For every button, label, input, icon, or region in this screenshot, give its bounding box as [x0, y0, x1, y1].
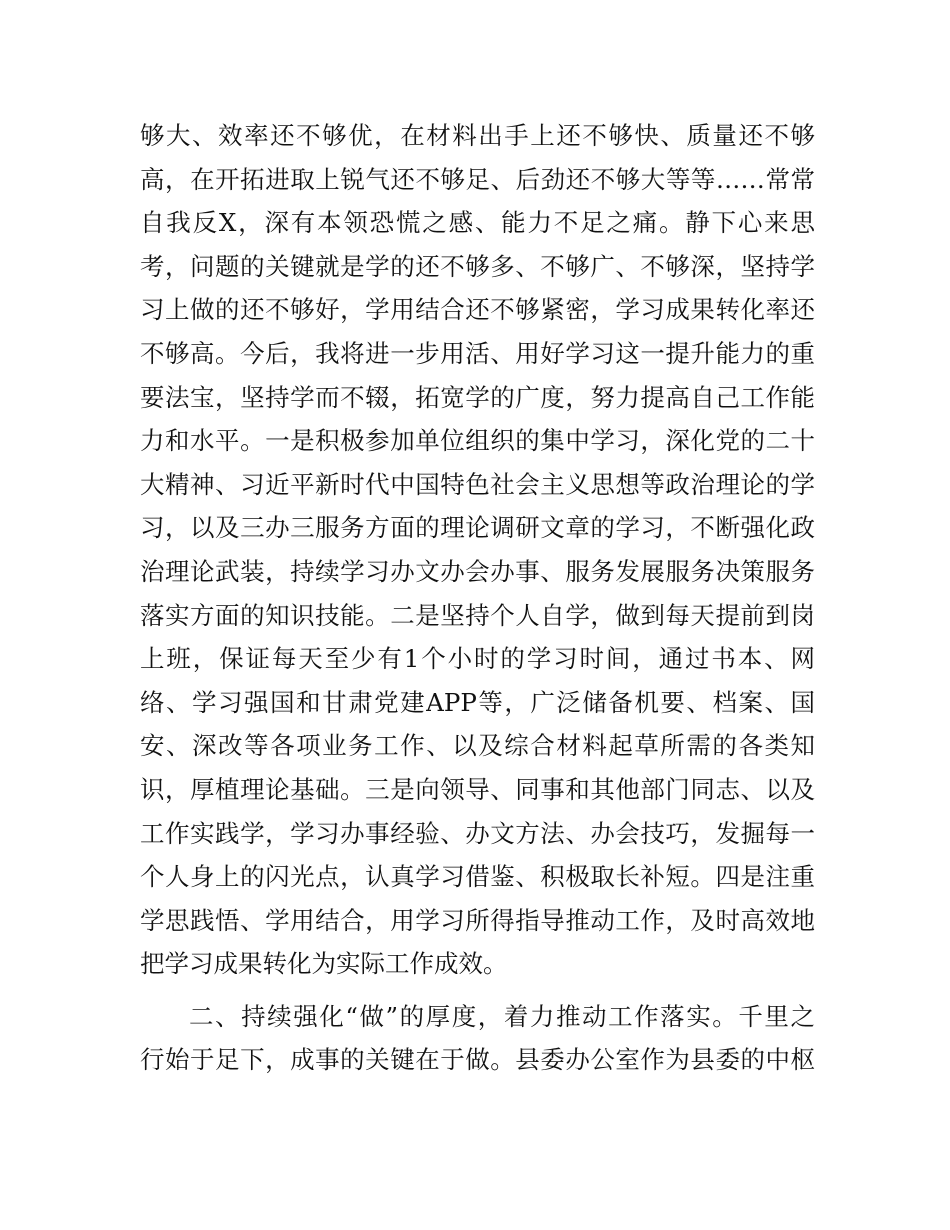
text-line: 够大、效率还不够优，在材料出手上还不够快、质量还不够 — [140, 121, 815, 150]
paragraph-2 — [140, 995, 815, 1082]
text-line: 安、深改等各项业务工作、以及综合材料起草所需的各类知 — [140, 731, 815, 761]
text-line: 力和水平。一是积极参加单位组织的集中学习，深化党的二十 — [140, 426, 815, 456]
text-line: 二、持续强化“做”的厚度，着力推动工作落实。千里之 — [189, 1001, 815, 1031]
text-line: 考，问题的关键就是学的还不够多、不够广、不够深，坚持学 — [140, 251, 815, 281]
text-line: 识，厚植理论基础。三是向领导、同事和其他部门同志、以及 — [140, 774, 815, 804]
text-line: 习上做的还不够好，学用结合还不够紧密，学习成果转化率还 — [140, 295, 815, 325]
text-line: 习，以及三办三服务方面的理论调研文章的学习，不断强化政 — [140, 513, 815, 543]
text-line: 要法宝，坚持学而不辍，拓宽学的广度，努力提高自己工作能 — [140, 382, 815, 412]
text-line: 上班，保证每天至少有1个小时的学习时间，通过书本、网 — [140, 644, 815, 674]
text-line: 治理论武装，持续学习办文办会办事、服务发展服务决策服务 — [140, 556, 815, 586]
body-text — [140, 114, 815, 1082]
text-line: 落实方面的知识技能。二是坚持个人自学，做到每天提前到岗 — [140, 600, 815, 630]
text-line: 高，在开拓进取上锐气还不够足、后劲还不够大等等……常常 — [140, 164, 815, 194]
text-line: 把学习成果转化为实际工作成效。 — [140, 949, 508, 979]
paragraph-1 — [140, 114, 815, 986]
text-line: 学思践悟、学用结合，用学习所得指导推动工作，及时高效地 — [140, 905, 815, 935]
text-line: 自我反X，深有本领恐慌之感、能力不足之痛。静下心来思 — [140, 208, 815, 238]
text-line: 个人身上的闪光点，认真学习借鉴、积极取长补短。四是注重 — [140, 862, 815, 892]
text-line: 络、学习强国和甘肃党建APP等，广泛储备机要、档案、国 — [140, 687, 815, 717]
text-line: 大精神、习近平新时代中国特色社会主义思想等政治理论的学 — [140, 469, 815, 499]
text-line: 行始于足下，成事的关键在于做。县委办公室作为县委的中枢 — [140, 1045, 815, 1075]
text-line: 不够高。今后，我将进一步用活、用好学习这一提升能力的重 — [140, 338, 815, 368]
text-line: 工作实践学，学习办事经验、办文方法、办会技巧，发掘每一 — [140, 818, 815, 848]
paragraph-spacer — [140, 986, 815, 995]
